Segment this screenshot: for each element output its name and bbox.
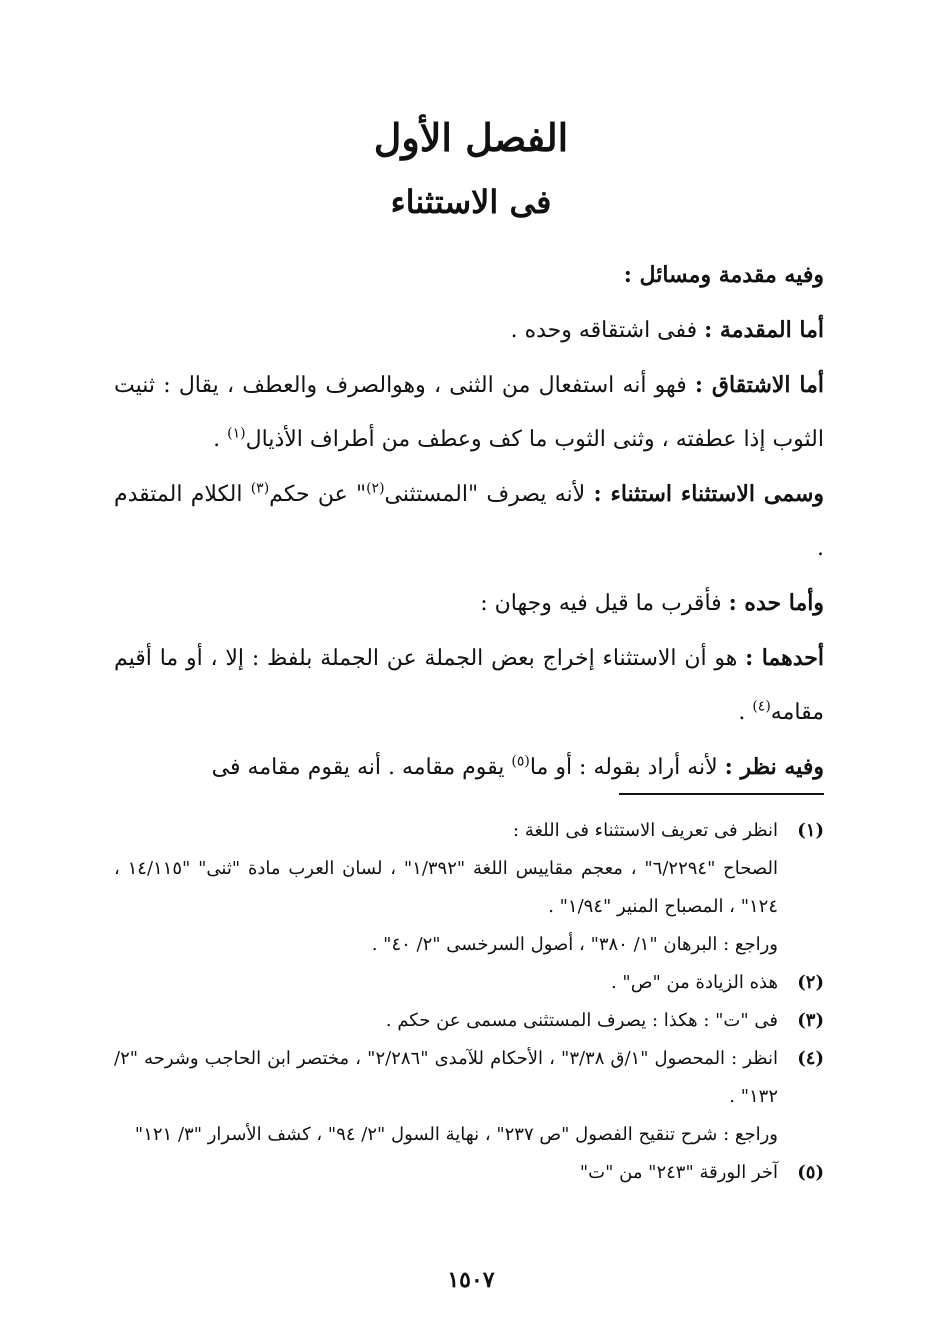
paragraph-lead: وسمى الاستثناء استثناء : [593,481,825,507]
paragraph-text: ففى اشتقاقه وحده . [510,318,705,343]
page-number: ١٥٠٧ [447,1267,495,1293]
paragraph-definition [114,576,824,631]
footnote-line: فى "ت" : هكذا : يصرف المستثنى مسمى عن حكم . [385,1010,778,1031]
footnote-ref-4[interactable]: (٤) [752,698,771,715]
footnote-line: وراجع : البرهان "١/ ٣٨٠" ، أصول السرخسى "٢/ ٤٠" . [371,934,778,955]
footnote-body [114,812,778,964]
paragraph-lead: وفيه نظر : [724,754,824,780]
paragraph-first-view [114,631,824,740]
footnote-body [114,1002,778,1040]
footnotes-section [114,812,824,1192]
paragraph-text: لأنه أراد بقوله : أو ما [529,755,725,780]
footnote-2 [114,964,824,1002]
footnote-1 [114,812,824,964]
footnote-line: هذه الزيادة من "ص" . [610,972,778,993]
paragraph-lead: أحدهما : [745,645,824,671]
footnote-number: (٤) [797,1048,824,1069]
paragraph-end: . [738,700,753,725]
intro-paragraph [114,248,824,303]
footnote-number: (٥) [797,1162,824,1183]
chapter-title: الفصل الأول [373,115,569,160]
paragraph-text: الكلام المتقدم . [114,482,824,561]
footnote-line: الصحاح "٦/٢٢٩٤" ، معجم مقاييس اللغة "١/٣٩٢" ، لسان العرب مادة "ثنى" "١٤/١١٥ ، ١٢٤" ، المصباح المنير "١/٩٤" . [114,858,778,917]
paragraph-critique [114,740,824,795]
main-text [114,248,824,795]
footnote-3 [114,1002,824,1040]
footnote-ref-2[interactable]: (٢) [366,480,385,497]
footnote-ref-5[interactable]: (٥) [511,753,530,770]
footnote-body [114,1040,778,1154]
footnote-number: (٢) [797,972,824,993]
footnote-ref-3[interactable]: (٣) [250,480,270,497]
footnote-divider [619,793,824,795]
paragraph-text: لأنه يصرف "المستثنى [384,482,594,507]
paragraph-introduction [114,303,824,358]
footnote-line: آخر الورقة "٢٤٣" من "ت" [579,1162,778,1183]
footnote-5 [114,1154,824,1192]
chapter-subtitle: فى الاستثناء [390,183,552,221]
paragraph-text: " عن حكم [269,482,367,507]
footnote-ref-1[interactable]: (١) [227,425,246,442]
paragraph-lead: وأما حده : [728,590,824,616]
footnote-line: انظر فى تعريف الاستثناء فى اللغة : [513,820,778,841]
footnote-body [114,1154,778,1192]
footnote-number: (٣) [797,1010,824,1031]
paragraph-text: فأقرب ما قيل فيه وجهان : [480,591,729,616]
footnote-number: (١) [797,820,824,841]
paragraph-text: هو أن الاستثناء إخراج بعض الجملة عن الجملة بلفظ : إلا ، أو ما أقيم مقامه [114,646,824,725]
paragraph-text: يقوم مقامه . أنه يقوم مقامه فى [211,755,512,780]
paragraph-lead: أما الاشتقاق : [694,372,825,398]
footnote-line: وراجع : شرح تنقيح الفصول "ص ٢٣٧" ، نهاية السول "٢/ ٩٤" ، كشف الأسرار "٣/ ١٢١" [134,1124,778,1145]
intro-text: وفيه مقدمة ومسائل : [623,262,824,288]
paragraph-lead: أما المقدمة : [704,317,824,343]
paragraph-derivation [114,358,824,467]
footnote-body [114,964,778,1002]
footnote-line: انظر : المحصول "١/ق ٣/٣٨" ، الأحكام للآمدى "٢/٢٨٦" ، مختصر ابن الحاجب وشرحه "٢/ ١٣٢" . [114,1048,778,1107]
footnote-4 [114,1040,824,1154]
paragraph-naming [114,467,824,576]
paragraph-text: فهو أنه استفعال من الثنى ، وهوالصرف والعطف ، يقال : ثنيت الثوب إذا عطفته ، وثنى الثوب ما كف وعطف من أطراف الأذيال [114,373,824,452]
paragraph-end: . [213,427,228,452]
